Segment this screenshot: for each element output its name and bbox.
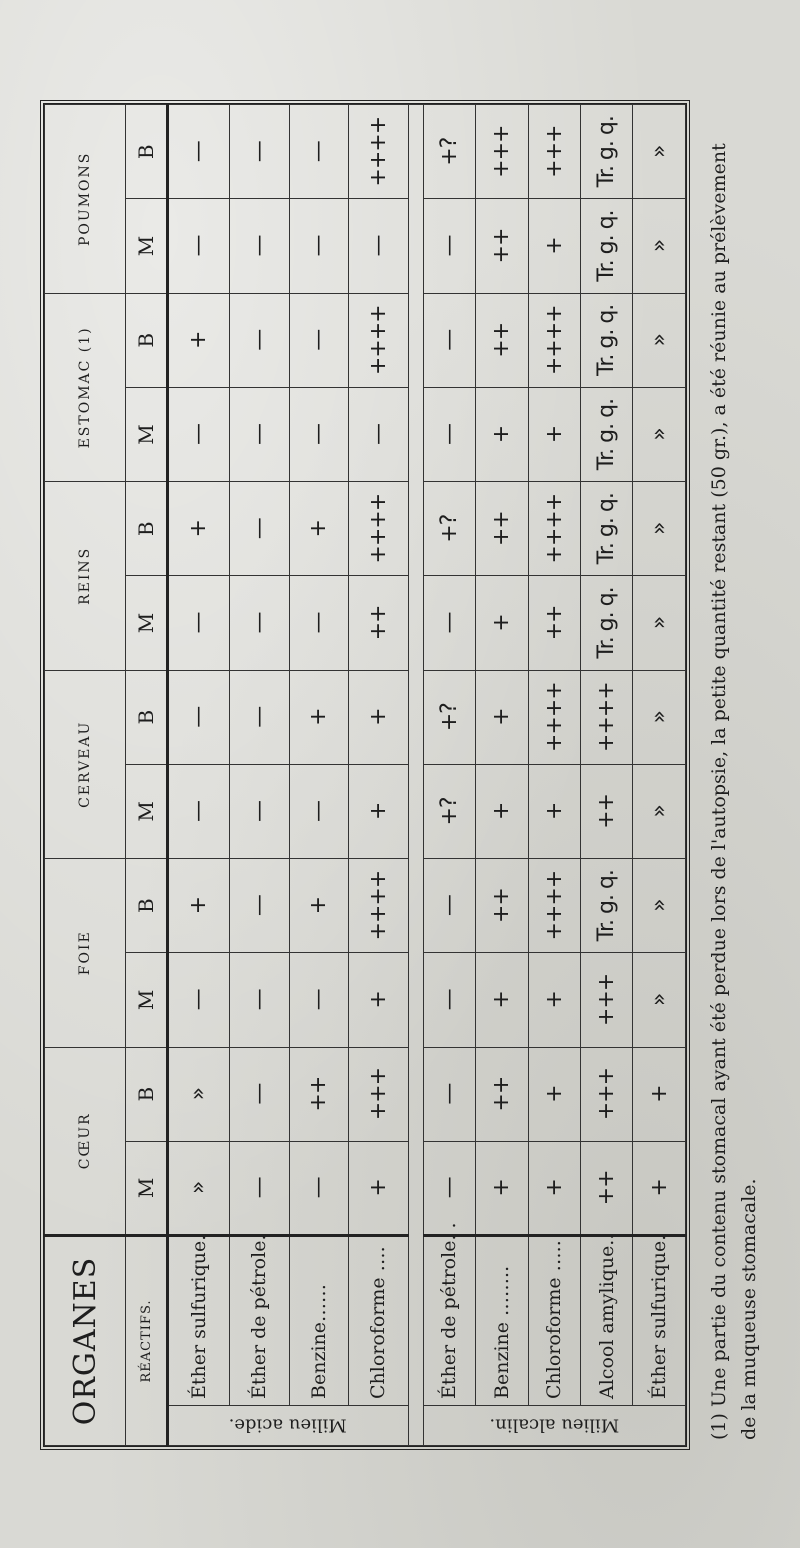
result-cell: — [229,387,289,481]
reactif-cell: Éther sulfurique. [168,1235,230,1405]
reactif-cell: Alcool amylique.. [581,1235,633,1405]
result-cell: — [168,199,230,293]
organ-header-reins: REINS [45,482,126,670]
result-cell: — [229,576,289,670]
result-cell: +? [423,670,475,764]
table-row [349,105,409,1446]
result-cell: — [423,859,475,953]
result-cell: » [633,105,686,199]
result-cell: + [349,764,409,858]
reactifs-header: RÉACTIFS. [126,1235,168,1445]
result-cell: + [476,576,528,670]
table-row [168,105,230,1446]
result-cell: — [168,764,230,858]
result-cell: +? [423,764,475,858]
sub-header-b: B [126,482,168,576]
results-table-frame [40,100,690,1450]
result-cell: — [289,293,349,387]
result-cell: Tr. g. q. [581,482,633,576]
table-body [168,105,686,1446]
result-cell: ++ [289,1047,349,1141]
result-cell: + [528,764,580,858]
result-cell: » [633,670,686,764]
result-cell: — [289,764,349,858]
result-cell: + [528,1141,580,1235]
result-cell: + [476,953,528,1047]
table-row [476,105,528,1446]
result-cell: + [528,1047,580,1141]
result-cell: — [289,576,349,670]
result-cell: — [423,576,475,670]
table-row [229,105,289,1446]
result-cell: » [633,859,686,953]
result-cell: ++ [476,859,528,953]
result-cell: — [229,199,289,293]
table-row [423,105,475,1446]
result-cell: Tr. g. q. [581,293,633,387]
result-cell: + [168,293,230,387]
result-cell: ++ [528,576,580,670]
organ-header-foie: FOIE [45,859,126,1047]
result-cell: +++ [581,953,633,1047]
result-cell: — [168,670,230,764]
result-cell: ++++ [349,293,409,387]
footnote-line-1: (1) Une partie du contenu stomacal ayant été perdue lors de l'autopsie, la petite quantité restant (50 gr.), a été réunie au prélèvement [708,143,730,1440]
result-cell: +++ [528,105,580,199]
sub-header-b: B [126,1047,168,1141]
table-row [289,105,349,1446]
sub-header-b: B [126,859,168,953]
reactif-cell: Chloroforme …. [349,1235,409,1405]
table-row [633,105,686,1446]
result-cell: — [229,482,289,576]
result-cell: — [289,387,349,481]
result-cell: ++++ [528,670,580,764]
result-cell: Tr. g. q. [581,387,633,481]
result-cell: ++++ [349,859,409,953]
result-cell: + [528,199,580,293]
reactif-cell: Benzine…… [289,1235,349,1405]
result-cell: + [476,387,528,481]
result-cell: ++ [581,764,633,858]
result-cell: ++ [476,482,528,576]
sub-header-b: B [126,293,168,387]
organ-header-cerveau: CERVEAU [45,670,126,858]
result-cell: +++ [349,1047,409,1141]
result-cell: — [229,764,289,858]
result-cell: + [289,670,349,764]
result-cell: + [476,764,528,858]
result-cell: +? [423,482,475,576]
result-cell: » [633,387,686,481]
result-cell: — [289,953,349,1047]
sub-header-m: M [126,764,168,858]
result-cell: ++ [581,1141,633,1235]
result-cell: + [633,1047,686,1141]
result-cell: — [423,199,475,293]
result-cell: Tr. g. q. [581,859,633,953]
table-row [581,105,633,1446]
result-cell: + [349,953,409,1047]
result-cell: — [229,859,289,953]
result-cell: » [168,1141,230,1235]
result-cell: — [349,199,409,293]
result-cell: ++++ [581,670,633,764]
result-cell: — [229,1141,289,1235]
result-cell: + [289,482,349,576]
result-cell: » [633,293,686,387]
result-cell: » [168,1047,230,1141]
result-cell: ++ [476,1047,528,1141]
result-cell: + [168,859,230,953]
result-cell: +++ [581,1047,633,1141]
result-cell: + [476,1141,528,1235]
result-cell: — [229,105,289,199]
sub-header-m: M [126,387,168,481]
reactif-cell: Chloroforme ….. [528,1235,580,1405]
result-cell: — [229,953,289,1047]
result-cell: ++ [476,199,528,293]
result-cell: + [289,859,349,953]
sub-header-m: M [126,953,168,1047]
result-cell: » [633,764,686,858]
result-cell: — [168,953,230,1047]
result-cell: — [423,953,475,1047]
result-cell: — [423,1141,475,1235]
result-cell: — [229,293,289,387]
result-cell: — [423,293,475,387]
result-cell: ++++ [528,482,580,576]
result-cell: ++++ [349,482,409,576]
result-cell: Tr. g. q. [581,576,633,670]
results-table [44,104,686,1446]
result-cell: » [633,953,686,1047]
result-cell: + [528,953,580,1047]
result-cell: + [476,670,528,764]
result-cell: + [349,670,409,764]
result-cell: » [633,199,686,293]
sub-header-m: M [126,199,168,293]
result-cell: ++++ [349,105,409,199]
organ-header-poumons: POUMONS [45,105,126,294]
reactif-cell: Éther de pétrole. [229,1235,289,1405]
sub-header-m: M [126,576,168,670]
table-row [528,105,580,1446]
organ-header-estomac: ESTOMAC (1) [45,293,126,481]
milieu-label: Milieu alcalin. [423,1406,685,1446]
rotated-content [40,100,770,1450]
result-cell: +++ [476,105,528,199]
result-cell: — [289,1141,349,1235]
result-cell: — [168,387,230,481]
result-cell: + [633,1141,686,1235]
result-cell: — [289,105,349,199]
sub-header-m: M [126,1141,168,1235]
table-title: ORGANES [45,1235,126,1445]
result-cell: ++ [476,293,528,387]
result-cell: ++ [349,576,409,670]
result-cell: — [423,1047,475,1141]
result-cell: — [423,387,475,481]
sub-header-b: B [126,105,168,199]
result-cell: Tr. g. q. [581,105,633,199]
result-cell: » [633,482,686,576]
footnote [704,110,764,1440]
group-spacer [408,105,423,1446]
reactif-cell: Éther sulfurique. [633,1235,686,1405]
milieu-label: Milieu acide. [168,1406,409,1446]
sub-header-b: B [126,670,168,764]
reactif-cell: Éther de pétrole. . [423,1235,475,1405]
result-cell: +? [423,105,475,199]
result-cell: Tr. g. q. [581,199,633,293]
result-cell: ++++ [528,293,580,387]
footnote-line-2: de la muqueuse stomacale. [738,1178,760,1440]
result-cell: + [349,1141,409,1235]
result-cell: — [168,105,230,199]
result-cell: ++++ [528,859,580,953]
result-cell: — [168,576,230,670]
result-cell: — [229,670,289,764]
result-cell: — [349,387,409,481]
result-cell: + [528,387,580,481]
result-cell: — [289,199,349,293]
result-cell: — [229,1047,289,1141]
organ-header-coeur: CŒUR [45,1047,126,1235]
result-cell: + [168,482,230,576]
result-cell: » [633,576,686,670]
reactif-cell: Benzine …….. [476,1235,528,1405]
